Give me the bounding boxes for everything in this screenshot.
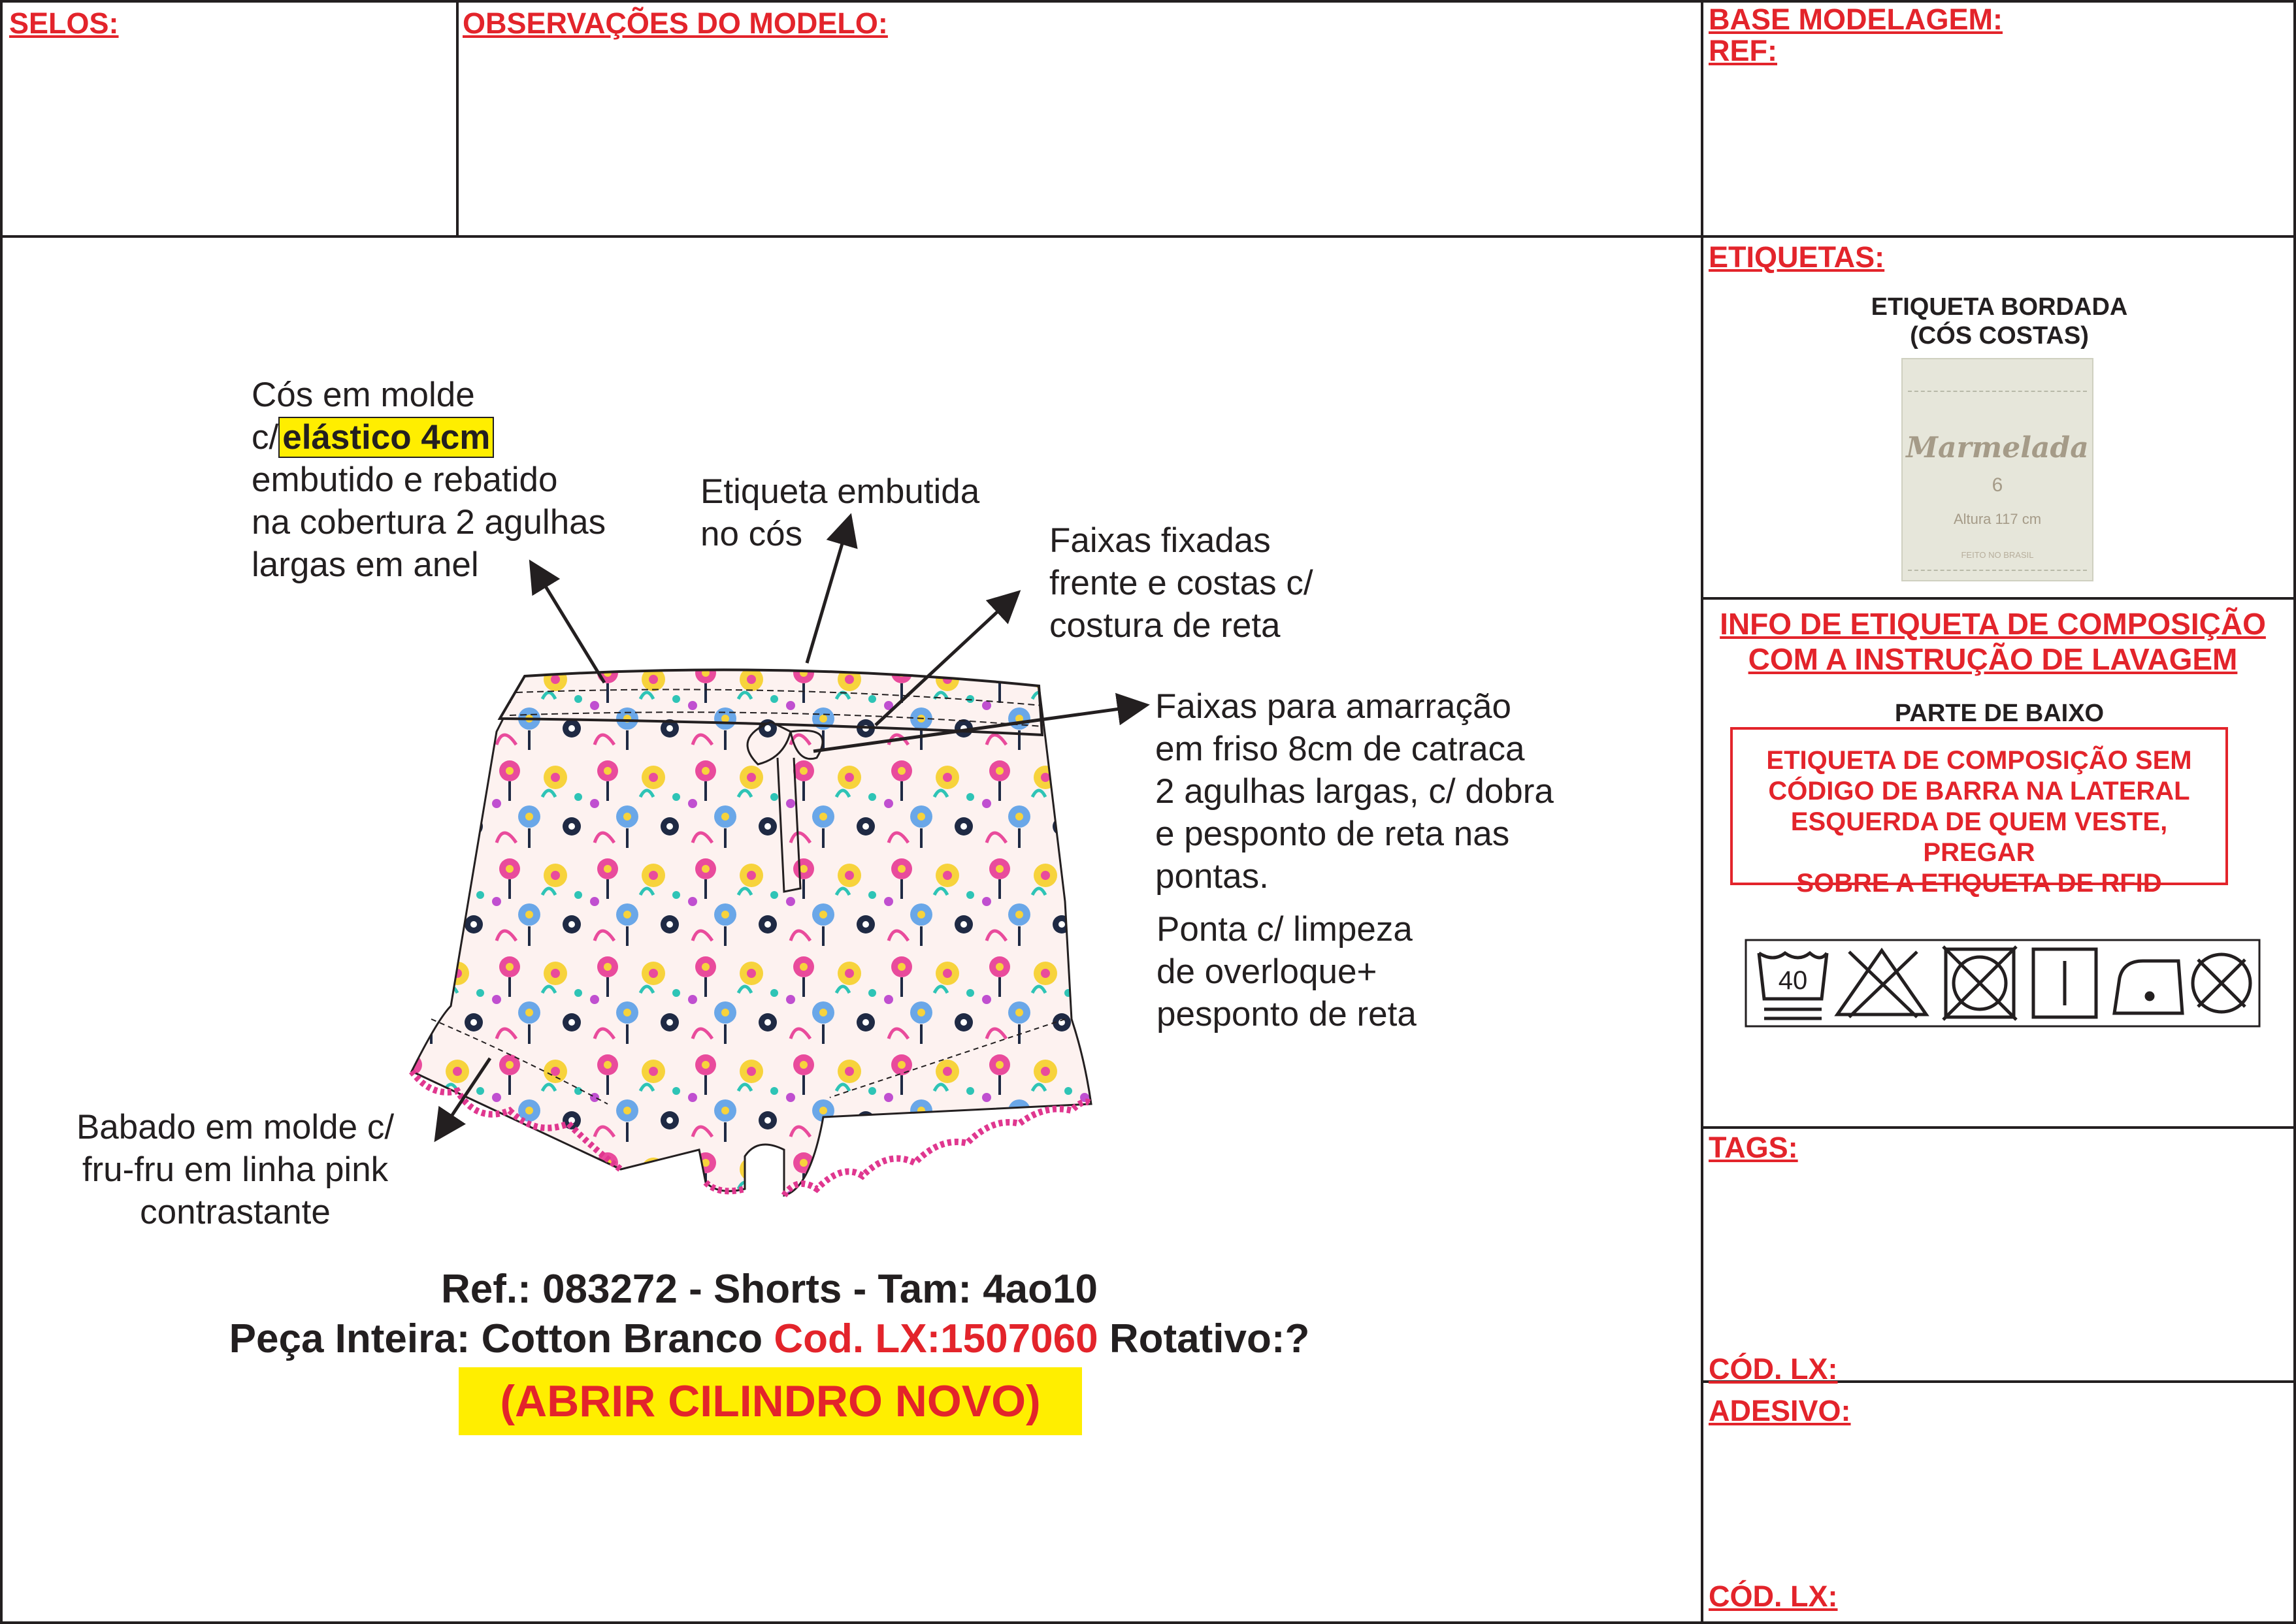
- no-tumble-dry-icon: [1943, 947, 2016, 1020]
- composition-box: [1730, 727, 2228, 898]
- note-faixas-amarracao-line2: em friso 8cm de catraca: [1155, 730, 1525, 768]
- note-faixas-fixadas-line2: frente e costas c/: [1049, 564, 1313, 602]
- care-symbols: [1745, 939, 2261, 1028]
- note-etiqueta: [700, 470, 979, 555]
- tags-cod-lx: CÓD. LX:: [1709, 1352, 1838, 1386]
- note-ponta-line3: pesponto de reta: [1156, 995, 1417, 1033]
- note-cos-line3: embutido e rebatido: [252, 461, 558, 499]
- selos-heading: SELOS:: [9, 7, 119, 40]
- base-modelagem-heading: BASE MODELAGEM:: [1709, 3, 2003, 36]
- note-babado-line3: contrastante: [140, 1193, 331, 1231]
- note-cos-prefix: c/: [252, 418, 279, 457]
- note-cos-line1: Cós em molde: [252, 376, 475, 414]
- note-ponta-line2: de overloque+: [1156, 952, 1377, 991]
- note-cos-line5: largas em anel: [252, 545, 479, 584]
- etiqueta-caption: [1816, 293, 2182, 350]
- etiqueta-caption-line2: (CÓS COSTAS): [1910, 322, 2089, 349]
- note-babado: [26, 1106, 444, 1233]
- etiquetas-heading: ETIQUETAS:: [1709, 240, 1885, 274]
- note-etiqueta-line2: no cós: [700, 515, 803, 553]
- note-babado-line1: Babado em molde c/: [76, 1108, 395, 1146]
- info-title-line2: COM A INSTRUÇÃO DE LAVAGEM: [1748, 642, 2238, 676]
- fabric-prefix: Peça Inteira: Cotton Branco: [229, 1316, 763, 1361]
- tags-heading: TAGS:: [1709, 1131, 1798, 1164]
- note-cos-line4: na cobertura 2 agulhas: [252, 503, 606, 542]
- product-fabric: [0, 1316, 1539, 1362]
- adesivo-cod-lx: CÓD. LX:: [1709, 1580, 1838, 1613]
- note-faixas-amarracao-line1: Faixas para amarração: [1155, 687, 1511, 726]
- info-title-line1: INFO DE ETIQUETA DE COMPOSIÇÃO: [1720, 607, 2266, 641]
- etiqueta-caption-line1: ETIQUETA BORDADA: [1871, 293, 2128, 321]
- arrow-faixas-amarracao: [813, 706, 1143, 751]
- adesivo-heading: ADESIVO:: [1709, 1394, 1851, 1427]
- note-faixas-amarracao-line3: 2 agulhas largas, c/ dobra: [1155, 772, 1554, 811]
- ref-heading: REF:: [1709, 34, 1777, 67]
- note-faixas-amarracao: [1155, 685, 1554, 898]
- composition-line: SOBRE A ETIQUETA DE RFID: [1796, 869, 2162, 898]
- note-babado-line2: fru-fru em linha pink: [82, 1150, 389, 1189]
- note-etiqueta-line1: Etiqueta embutida: [700, 472, 980, 511]
- label-stitch-top: [1908, 391, 2087, 392]
- note-faixas-fixadas-line1: Faixas fixadas: [1049, 521, 1271, 560]
- label-made-in: FEITO NO BRASIL: [1961, 550, 2034, 560]
- note-ponta: [1156, 908, 1417, 1035]
- parte-de-baixo: PARTE DE BAIXO: [1894, 700, 2105, 727]
- divider-info: [1701, 1126, 2296, 1129]
- label-size: 6: [1992, 474, 2003, 496]
- fabric-code: Cod. LX:1507060: [774, 1316, 1098, 1361]
- label-brand: Marmelada: [1906, 431, 2089, 464]
- composition-line: ESQUERDA DE QUEM VESTE, PREGAR: [1790, 807, 2168, 867]
- label-stitch-bottom: [1908, 570, 2087, 571]
- arrow-faixas-fixadas: [876, 594, 1016, 725]
- divider-etiquetas: [1701, 597, 2296, 600]
- embroidered-label: [1901, 358, 2093, 581]
- observacoes-heading: OBSERVAÇÕES DO MODELO:: [463, 7, 888, 40]
- composition-line: ETIQUETA DE COMPOSIÇÃO SEM: [1766, 746, 2192, 775]
- fabric-suffix: Rotativo:?: [1109, 1316, 1310, 1361]
- note-cos: [252, 374, 606, 586]
- product-ref: Ref.: 083272 - Shorts - Tam: 4ao10: [441, 1267, 1098, 1312]
- cylinder-note: (ABRIR CILINDRO NOVO): [500, 1376, 1041, 1426]
- composition-line: CÓDIGO DE BARRA NA LATERAL: [1768, 777, 2190, 805]
- svg-text:40: 40: [1778, 966, 1808, 995]
- arrow-babado: [438, 1058, 490, 1137]
- label-height: Altura 117 cm: [1953, 511, 2042, 527]
- note-faixas-amarracao-line5: pontas.: [1155, 857, 1269, 896]
- note-faixas-fixadas: [1049, 519, 1313, 647]
- note-cos-line2: [252, 416, 606, 459]
- note-cos-highlight: elástico 4cm: [278, 417, 494, 458]
- note-ponta-line1: Ponta c/ limpeza: [1156, 910, 1413, 949]
- note-faixas-fixadas-line3: costura de reta: [1049, 606, 1281, 645]
- note-faixas-amarracao-line4: e pesponto de reta nas: [1155, 815, 1510, 853]
